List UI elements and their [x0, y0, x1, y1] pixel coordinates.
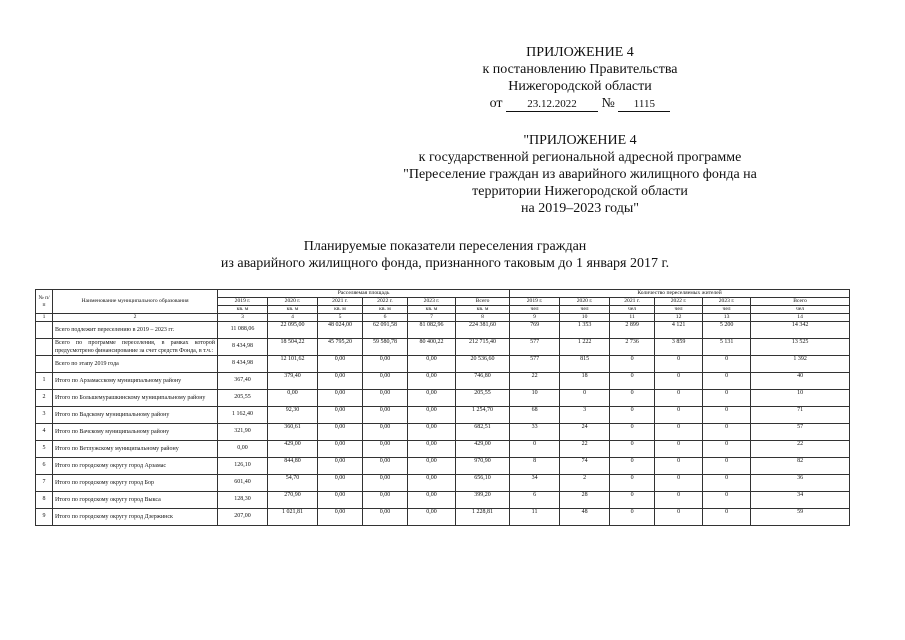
area-value: 0,00: [408, 373, 456, 390]
area-value: 8 434,98: [218, 356, 268, 373]
people-value: 5 200: [703, 322, 751, 339]
decree-number: 1115: [618, 98, 670, 112]
col-header-people: Количество переселяемых жителей: [510, 290, 850, 298]
decree-header: [400, 44, 760, 112]
people-value: 0: [655, 407, 703, 424]
area-value: 0,00: [318, 458, 363, 475]
people-value: 0: [703, 407, 751, 424]
people-value: 2: [560, 475, 610, 492]
table-header-row-groups: [36, 290, 850, 298]
people-value: 0: [610, 424, 655, 441]
area-value: 0,00: [408, 407, 456, 424]
column-number-9: 10: [560, 314, 610, 322]
row-number: 5: [36, 441, 53, 458]
area-value: 81 082,96: [408, 322, 456, 339]
people-value: 0: [610, 356, 655, 373]
area-value: 62 091,58: [363, 322, 408, 339]
table-row: [36, 509, 850, 526]
area-value: 656,10: [456, 475, 510, 492]
people-value: 0: [703, 509, 751, 526]
area-unit-header-3: кв. м: [363, 306, 408, 314]
people-value: 33: [510, 424, 560, 441]
row-number: 1: [36, 373, 53, 390]
people-value: 1 222: [560, 339, 610, 356]
people-value: 0: [703, 356, 751, 373]
table-row: [36, 322, 850, 339]
people-value: 577: [510, 339, 560, 356]
row-number: 4: [36, 424, 53, 441]
row-name: Всего подлежит переселению в 2019 – 2023 гг.: [53, 322, 218, 339]
people-unit-header-2: чел: [610, 306, 655, 314]
area-year-header-4: 2023 г.: [408, 298, 456, 306]
people-value: 0: [703, 458, 751, 475]
column-number-7: 8: [456, 314, 510, 322]
from-label: от: [489, 96, 503, 111]
area-year-header-3: 2022 г.: [363, 298, 408, 306]
area-value: 270,90: [268, 492, 318, 509]
people-value: 1 392: [751, 356, 850, 373]
table-row: [36, 458, 850, 475]
people-value: 34: [510, 475, 560, 492]
column-number-8: 9: [510, 314, 560, 322]
area-value: 92,30: [268, 407, 318, 424]
decree-line: к постановлению Правительства: [482, 62, 678, 77]
people-value: 34: [751, 492, 850, 509]
people-value: 28: [560, 492, 610, 509]
row-number: [36, 356, 53, 373]
people-value: 0: [510, 441, 560, 458]
area-value: 970,90: [456, 458, 510, 475]
people-value: 5 131: [703, 339, 751, 356]
people-value: 13 525: [751, 339, 850, 356]
area-value: 212 715,40: [456, 339, 510, 356]
column-number-2: 3: [218, 314, 268, 322]
area-value: 0,00: [318, 441, 363, 458]
number-sign: №: [601, 96, 615, 111]
column-number-6: 7: [408, 314, 456, 322]
people-value: 0: [655, 475, 703, 492]
people-value: 2 736: [610, 339, 655, 356]
people-value: 0: [703, 492, 751, 509]
column-number-3: 4: [268, 314, 318, 322]
area-value: 0,00: [408, 509, 456, 526]
people-value: 0: [655, 373, 703, 390]
area-value: 11 088,06: [218, 322, 268, 339]
area-value: 429,00: [456, 441, 510, 458]
people-value: 0: [655, 356, 703, 373]
people-value: 57: [751, 424, 850, 441]
program-line-3: территории Нижегородской области: [472, 184, 688, 199]
people-unit-header-3: чел: [655, 306, 703, 314]
area-value: 20 536,60: [456, 356, 510, 373]
row-number: 3: [36, 407, 53, 424]
people-year-header-5: Всего: [751, 298, 850, 306]
row-number: 9: [36, 509, 53, 526]
people-value: 0: [610, 458, 655, 475]
row-number: 7: [36, 475, 53, 492]
area-value: 844,80: [268, 458, 318, 475]
people-unit-header-0: чел: [510, 306, 560, 314]
area-unit-header-1: кв. м: [268, 306, 318, 314]
area-value: 224 381,60: [456, 322, 510, 339]
people-value: 22: [510, 373, 560, 390]
row-number: 8: [36, 492, 53, 509]
people-value: 68: [510, 407, 560, 424]
area-value: 0,00: [268, 390, 318, 407]
row-name: Итого по Большемурашкинскому муниципальному району: [53, 390, 218, 407]
row-name: Всего по этапу 2019 года: [53, 356, 218, 373]
area-value: 22 095,00: [268, 322, 318, 339]
document-title: [150, 238, 740, 272]
people-value: 0: [610, 407, 655, 424]
row-name: Итого по городскому округу город Арзамас: [53, 458, 218, 475]
table-row: [36, 356, 850, 373]
row-number: [36, 322, 53, 339]
resettlement-table: [35, 289, 850, 526]
people-value: 0: [655, 424, 703, 441]
area-value: 0,00: [218, 441, 268, 458]
area-value: 0,00: [363, 390, 408, 407]
people-value: 22: [751, 441, 850, 458]
column-number-0: 1: [36, 314, 53, 322]
program-appendix-label: "ПРИЛОЖЕНИЕ 4: [523, 133, 637, 148]
people-value: 815: [560, 356, 610, 373]
people-value: 22: [560, 441, 610, 458]
area-value: 429,00: [268, 441, 318, 458]
col-header-area: Расселяемая площадь: [218, 290, 510, 298]
people-value: 0: [703, 475, 751, 492]
people-value: 71: [751, 407, 850, 424]
table-row: [36, 407, 850, 424]
table-row: [36, 441, 850, 458]
appendix-label: ПРИЛОЖЕНИЕ 4: [526, 45, 634, 60]
area-value: 1 162,40: [218, 407, 268, 424]
row-name: Итого по Вадскому муниципальному району: [53, 407, 218, 424]
area-value: 126,10: [218, 458, 268, 475]
people-value: 0: [655, 390, 703, 407]
area-value: 0,00: [363, 492, 408, 509]
area-value: 205,55: [456, 390, 510, 407]
area-value: 360,61: [268, 424, 318, 441]
column-number-10: 11: [610, 314, 655, 322]
people-value: 0: [703, 373, 751, 390]
column-number-4: 5: [318, 314, 363, 322]
area-value: 0,00: [318, 509, 363, 526]
people-value: 40: [751, 373, 850, 390]
people-value: 0: [610, 373, 655, 390]
people-value: 0: [560, 390, 610, 407]
people-value: 10: [751, 390, 850, 407]
area-value: 1 021,81: [268, 509, 318, 526]
title-line-1: Планируемые показатели переселения граждан: [303, 239, 587, 254]
people-value: 0: [610, 509, 655, 526]
area-value: 682,51: [456, 424, 510, 441]
people-value: 59: [751, 509, 850, 526]
people-value: 0: [610, 390, 655, 407]
people-value: 3: [560, 407, 610, 424]
people-year-header-4: 2023 г.: [703, 298, 751, 306]
area-unit-header-5: кв. м: [456, 306, 510, 314]
area-value: 45 795,20: [318, 339, 363, 356]
people-value: 0: [655, 458, 703, 475]
table-row: [36, 373, 850, 390]
column-number-13: 14: [751, 314, 850, 322]
table-header-row-numbers: [36, 314, 850, 322]
date-number-line: [400, 95, 760, 112]
people-unit-header-5: чел: [751, 306, 850, 314]
area-value: 0,00: [408, 475, 456, 492]
area-value: 321,90: [218, 424, 268, 441]
area-value: 54,70: [268, 475, 318, 492]
row-number: 6: [36, 458, 53, 475]
table-row: [36, 475, 850, 492]
col-header-no: № п/п: [36, 290, 53, 314]
area-value: 48 024,00: [318, 322, 363, 339]
people-value: 11: [510, 509, 560, 526]
area-value: 0,00: [318, 424, 363, 441]
area-year-header-0: 2019 г.: [218, 298, 268, 306]
people-year-header-2: 2021 г.: [610, 298, 655, 306]
area-value: 1 228,81: [456, 509, 510, 526]
table-row: [36, 390, 850, 407]
people-value: 577: [510, 356, 560, 373]
area-value: 0,00: [363, 458, 408, 475]
people-value: 36: [751, 475, 850, 492]
program-line-4: на 2019–2023 годы": [521, 201, 639, 216]
row-number: [36, 339, 53, 356]
area-value: 0,00: [363, 356, 408, 373]
people-value: 2 899: [610, 322, 655, 339]
area-year-header-1: 2020 г.: [268, 298, 318, 306]
row-name: Итого по Арзамасскому муниципальному району: [53, 373, 218, 390]
people-value: 14 342: [751, 322, 850, 339]
row-name: Итого по городскому округу город Дзержинск: [53, 509, 218, 526]
area-value: 0,00: [318, 390, 363, 407]
area-value: 0,00: [363, 509, 408, 526]
area-value: 128,30: [218, 492, 268, 509]
area-unit-header-0: кв. м: [218, 306, 268, 314]
people-value: 0: [655, 492, 703, 509]
area-value: 0,00: [318, 373, 363, 390]
area-value: 205,55: [218, 390, 268, 407]
people-value: 82: [751, 458, 850, 475]
area-value: 0,00: [408, 390, 456, 407]
row-name: Итого по городскому округу город Выкса: [53, 492, 218, 509]
title-line-2: из аварийного жилищного фонда, признанного таковым до 1 января 2017 г.: [220, 256, 670, 271]
area-value: 367,40: [218, 373, 268, 390]
people-value: 18: [560, 373, 610, 390]
area-value: 0,00: [318, 492, 363, 509]
people-value: 24: [560, 424, 610, 441]
area-value: 0,00: [363, 407, 408, 424]
people-value: 0: [703, 424, 751, 441]
people-value: 0: [610, 441, 655, 458]
area-value: 0,00: [408, 356, 456, 373]
area-value: 0,00: [408, 492, 456, 509]
area-value: 0,00: [318, 475, 363, 492]
area-value: 399,20: [456, 492, 510, 509]
area-value: 0,00: [318, 407, 363, 424]
area-value: 0,00: [408, 441, 456, 458]
people-value: 0: [610, 492, 655, 509]
row-number: 2: [36, 390, 53, 407]
area-value: 0,00: [363, 424, 408, 441]
area-value: 0,00: [408, 424, 456, 441]
area-value: 1 254,70: [456, 407, 510, 424]
area-value: 379,40: [268, 373, 318, 390]
area-value: 8 434,98: [218, 339, 268, 356]
area-value: 59 580,78: [363, 339, 408, 356]
people-value: 0: [610, 475, 655, 492]
area-value: 0,00: [363, 475, 408, 492]
column-number-11: 12: [655, 314, 703, 322]
area-unit-header-2: кв. м: [318, 306, 363, 314]
people-year-header-3: 2022 г.: [655, 298, 703, 306]
people-unit-header-1: чел: [560, 306, 610, 314]
area-value: 0,00: [363, 441, 408, 458]
people-value: 4 121: [655, 322, 703, 339]
people-value: 0: [703, 390, 751, 407]
people-value: 10: [510, 390, 560, 407]
people-value: 48: [560, 509, 610, 526]
program-header: [378, 132, 782, 217]
region-line: Нижегородской области: [508, 79, 652, 94]
decree-date: 23.12.2022: [506, 98, 598, 112]
table-row: [36, 339, 850, 356]
people-value: 0: [655, 509, 703, 526]
people-value: 1 353: [560, 322, 610, 339]
area-year-header-5: Всего: [456, 298, 510, 306]
row-name: Итого по Вачскому муниципальному району: [53, 424, 218, 441]
area-unit-header-4: кв. м: [408, 306, 456, 314]
program-line-1: к государственной региональной адресной программе: [418, 150, 742, 165]
area-value: 0,00: [408, 458, 456, 475]
column-number-12: 13: [703, 314, 751, 322]
row-name: Итого по городскому округу город Бор: [53, 475, 218, 492]
people-value: 0: [703, 441, 751, 458]
column-number-1: 2: [53, 314, 218, 322]
area-year-header-2: 2021 г.: [318, 298, 363, 306]
people-value: 6: [510, 492, 560, 509]
people-unit-header-4: чел: [703, 306, 751, 314]
table-row: [36, 492, 850, 509]
people-value: 3 859: [655, 339, 703, 356]
area-value: 18 504,22: [268, 339, 318, 356]
area-value: 601,40: [218, 475, 268, 492]
people-value: 0: [655, 441, 703, 458]
row-name: Итого по Ветлужскому муниципальному району: [53, 441, 218, 458]
people-value: 8: [510, 458, 560, 475]
col-header-name: Наименование муниципального образования: [53, 290, 218, 314]
people-year-header-1: 2020 г.: [560, 298, 610, 306]
table-row: [36, 424, 850, 441]
row-name: Всего по программе переселения, в рамках которой предусмотрено финансирование за счет средств Фонда, в т.ч.:: [53, 339, 218, 356]
area-value: 0,00: [363, 373, 408, 390]
area-value: 0,00: [318, 356, 363, 373]
people-value: 74: [560, 458, 610, 475]
people-year-header-0: 2019 г.: [510, 298, 560, 306]
area-value: 207,00: [218, 509, 268, 526]
program-line-2: "Переселение граждан из аварийного жилищного фонда на: [403, 167, 757, 182]
area-value: 746,80: [456, 373, 510, 390]
area-value: 80 400,22: [408, 339, 456, 356]
area-value: 12 101,62: [268, 356, 318, 373]
people-value: 769: [510, 322, 560, 339]
column-number-5: 6: [363, 314, 408, 322]
